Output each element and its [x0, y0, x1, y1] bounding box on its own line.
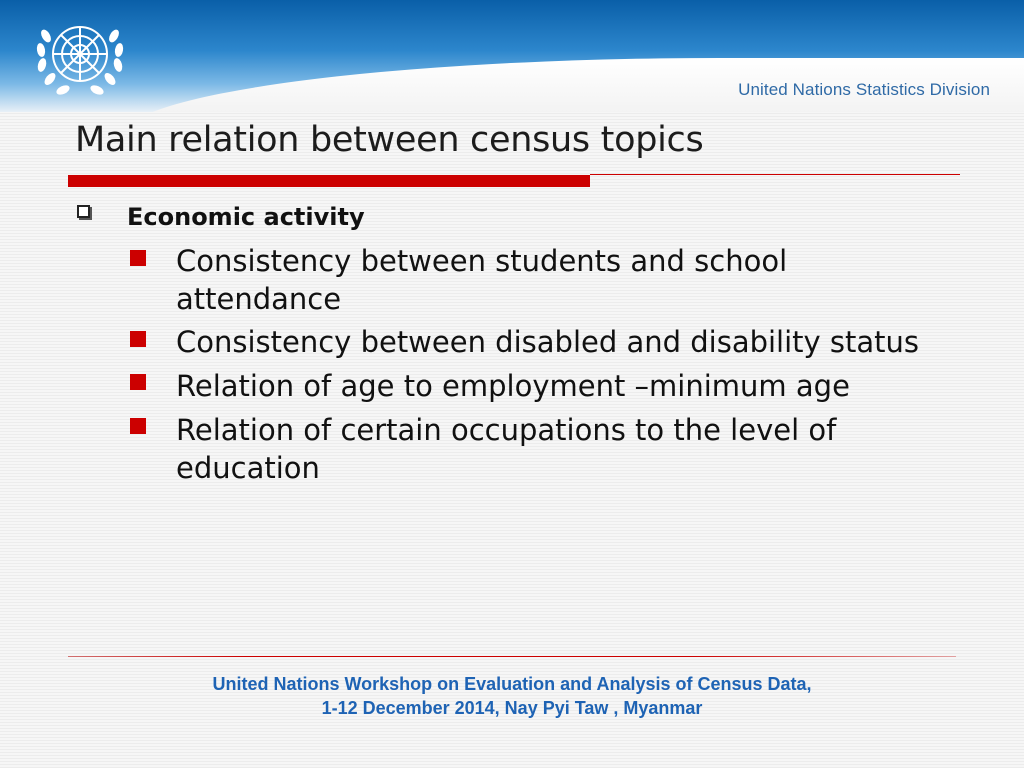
checkbox-bullet-icon: [77, 205, 90, 218]
bullet-text: Consistency between students and school attendance: [176, 244, 788, 316]
topic-heading: Economic activity: [127, 203, 365, 231]
bullet-text: Relation of certain occupations to the level of education: [176, 413, 837, 485]
title-underline-thick: [68, 175, 590, 187]
square-bullet-icon: [130, 250, 146, 266]
bullet-text: Consistency between disabled and disability status: [176, 325, 920, 359]
square-bullet-icon: [130, 374, 146, 390]
bullet-text: Relation of age to employment –minimum age: [176, 369, 850, 403]
un-emblem-icon: [28, 10, 132, 102]
organization-name: United Nations Statistics Division: [738, 80, 990, 99]
title-underline-thin: [590, 174, 960, 175]
page-title: Main relation between census topics: [75, 120, 704, 160]
footer: [0, 672, 1024, 720]
footer-line-2: 1-12 December 2014, Nay Pyi Taw , Myanmar: [321, 698, 703, 718]
footer-line-1: United Nations Workshop on Evaluation and Analysis of Census Data,: [212, 674, 812, 694]
square-bullet-icon: [130, 418, 146, 434]
header-banner: [0, 0, 1024, 112]
footer-divider: [68, 656, 956, 657]
square-bullet-icon: [130, 331, 146, 347]
